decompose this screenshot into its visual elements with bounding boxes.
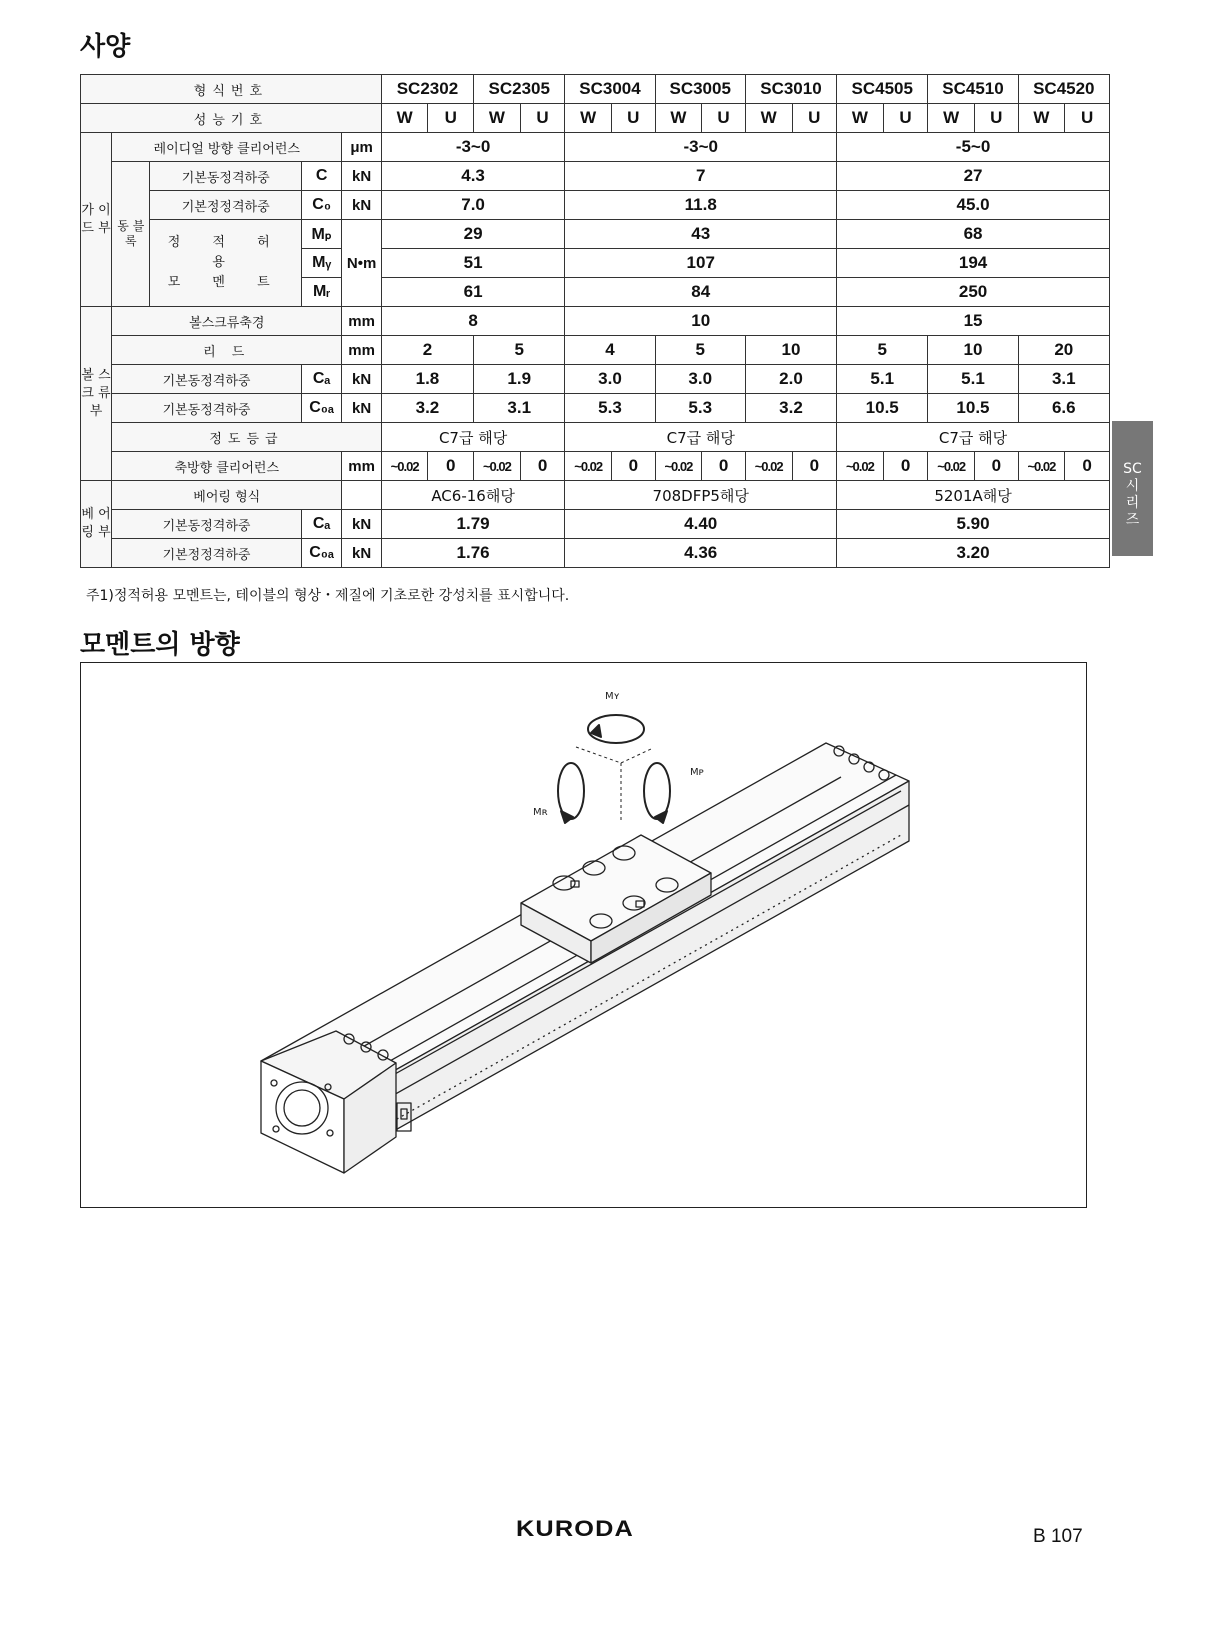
model-cell: SC2305 [474, 75, 565, 104]
sdyn-value: 5.1 [837, 365, 928, 394]
w-cell: W [381, 104, 428, 133]
bstat-label: 기본정정격하중 [112, 539, 302, 568]
mp-value: 68 [837, 220, 1110, 249]
model-label: 형식번호 [81, 75, 382, 104]
model-cell: SC4505 [837, 75, 928, 104]
spec-table [80, 74, 1110, 568]
bstat-sym: C₀ₐ [301, 539, 341, 568]
mr-value: 61 [381, 278, 565, 307]
model-cell: SC4520 [1018, 75, 1109, 104]
stat-label: 기본정정격하중 [150, 191, 301, 220]
model-cell: SC3010 [745, 75, 836, 104]
model-cell: SC3005 [655, 75, 745, 104]
kn-unit: kN [342, 539, 381, 568]
sstat-label: 기본동정격하중 [112, 394, 302, 423]
lead-value: 5 [655, 336, 745, 365]
w-cell: W [837, 104, 884, 133]
my-value: 51 [381, 249, 565, 278]
bdyn-value: 4.40 [565, 510, 837, 539]
row-bearing [81, 481, 1110, 510]
page-title: 사양 [80, 32, 131, 62]
moment-label [150, 220, 301, 307]
row-grade [81, 423, 1110, 452]
lead-label: 리 드 [112, 336, 342, 365]
lead-value: 5 [837, 336, 928, 365]
model-cell: SC3004 [565, 75, 655, 104]
sdyn-value: 2.0 [745, 365, 836, 394]
my-value: 107 [565, 249, 837, 278]
row-axial [81, 452, 1110, 481]
sstat-value: 3.1 [474, 394, 565, 423]
sstat-value: 10.5 [837, 394, 928, 423]
row-model [81, 75, 1110, 104]
moment-label-2: 모 멘 트 [167, 275, 284, 290]
dyn-label: 기본동정격하중 [150, 162, 301, 191]
axial-value: 0 [612, 452, 656, 481]
radial-value: -5~0 [837, 133, 1110, 162]
row-block-stat [81, 191, 1110, 220]
axial-value: ~0.02 [1018, 452, 1065, 481]
w-cell: W [565, 104, 612, 133]
shaft-value: 15 [837, 307, 1110, 336]
row-shaft [81, 307, 1110, 336]
sdyn-value: 1.9 [474, 365, 565, 394]
row-bearing-dyn [81, 510, 1110, 539]
kuroda-logo: KURODA [516, 1516, 634, 1541]
bstat-value: 1.76 [381, 539, 565, 568]
my-sym: Mᵧ [301, 249, 341, 278]
model-cell: SC4510 [928, 75, 1018, 104]
label-mp: Mᴘ [690, 767, 704, 778]
moment-unit: N•m [342, 220, 381, 307]
model-cell: SC2302 [381, 75, 473, 104]
side-tab-text: 시 [1125, 478, 1140, 494]
axial-value: 0 [520, 452, 565, 481]
bdyn-label: 기본동정격하중 [112, 510, 302, 539]
axial-value: ~0.02 [474, 452, 521, 481]
moment-arrows [558, 715, 670, 823]
radial-unit: μm [342, 133, 381, 162]
lead-value: 4 [565, 336, 655, 365]
label-mr: Mʀ [533, 807, 548, 818]
mp-value: 43 [565, 220, 837, 249]
stat-value: 7.0 [381, 191, 565, 220]
row-radial [81, 133, 1110, 162]
sstat-value: 5.3 [655, 394, 745, 423]
grade-value: C7급 해당 [565, 423, 837, 452]
bearing-value: AC6-16해당 [381, 481, 565, 510]
dyn-value: 4.3 [381, 162, 565, 191]
sstat-value: 5.3 [565, 394, 655, 423]
u-cell: U [702, 104, 746, 133]
sdyn-value: 3.0 [565, 365, 655, 394]
actuator-drawing [81, 663, 1085, 1206]
axial-value: ~0.02 [381, 452, 428, 481]
bstat-value: 4.36 [565, 539, 837, 568]
axial-value: ~0.02 [837, 452, 884, 481]
axial-value: ~0.02 [565, 452, 612, 481]
perf-label: 성능기호 [81, 104, 382, 133]
lead-value: 10 [928, 336, 1018, 365]
sstat-value: 10.5 [928, 394, 1018, 423]
stat-value: 45.0 [837, 191, 1110, 220]
bearing-value: 5201A해당 [837, 481, 1110, 510]
moment-label-1: 정 적 허 용 [167, 235, 284, 270]
grade-label: 정도등급 [112, 423, 382, 452]
radial-label: 레이디얼 방향 클리어런스 [112, 133, 342, 162]
my-value: 194 [837, 249, 1110, 278]
bearing-value: 708DFP5해당 [565, 481, 837, 510]
side-tab-text: 즈 [1125, 512, 1140, 528]
series-side-tab[interactable] [1112, 421, 1153, 556]
u-cell: U [975, 104, 1019, 133]
dyn-value: 27 [837, 162, 1110, 191]
row-screw-dyn [81, 365, 1110, 394]
axial-label: 축방향 클리어런스 [112, 452, 342, 481]
mm-unit: mm [342, 452, 381, 481]
u-cell: U [520, 104, 565, 133]
mm-unit: mm [342, 336, 381, 365]
sstat-value: 3.2 [381, 394, 473, 423]
group-guide: 가 이 드 부 [81, 133, 112, 307]
grade-value: C7급 해당 [837, 423, 1110, 452]
axial-value: ~0.02 [745, 452, 792, 481]
axial-value: ~0.02 [928, 452, 975, 481]
lead-value: 10 [745, 336, 836, 365]
kn-unit: kN [342, 365, 381, 394]
kn-unit: kN [342, 394, 381, 423]
axial-value: 0 [975, 452, 1019, 481]
sdyn-sym: Cₐ [301, 365, 341, 394]
side-tab-text: SC [1123, 461, 1142, 477]
page-number: B 107 [1033, 1526, 1083, 1547]
row-block-dyn [81, 162, 1110, 191]
bstat-value: 3.20 [837, 539, 1110, 568]
group-screw: 볼 스 크 류 부 [81, 307, 112, 481]
u-cell: U [883, 104, 928, 133]
sstat-sym: C₀ₐ [301, 394, 341, 423]
u-cell: U [428, 104, 474, 133]
dyn-sym: C [301, 162, 341, 191]
moment-figure [80, 662, 1087, 1208]
sdyn-value: 1.8 [381, 365, 473, 394]
mp-sym: Mₚ [301, 220, 341, 249]
w-cell: W [655, 104, 702, 133]
kn-unit: kN [342, 191, 381, 220]
axial-value: 0 [428, 452, 474, 481]
mm-unit: mm [342, 307, 381, 336]
row-bearing-stat [81, 539, 1110, 568]
row-screw-stat [81, 394, 1110, 423]
axial-value: 0 [1065, 452, 1110, 481]
group-bearing: 베 어 링 부 [81, 481, 112, 568]
shaft-value: 8 [381, 307, 565, 336]
u-cell: U [792, 104, 837, 133]
bdyn-value: 1.79 [381, 510, 565, 539]
w-cell: W [474, 104, 521, 133]
grade-value: C7급 해당 [381, 423, 565, 452]
row-perf [81, 104, 1110, 133]
mp-value: 29 [381, 220, 565, 249]
sstat-value: 6.6 [1018, 394, 1109, 423]
row-lead [81, 336, 1110, 365]
w-cell: W [1018, 104, 1065, 133]
u-cell: U [1065, 104, 1110, 133]
axial-value: 0 [883, 452, 928, 481]
stat-value: 11.8 [565, 191, 837, 220]
shaft-value: 10 [565, 307, 837, 336]
dyn-value: 7 [565, 162, 837, 191]
footnote: 주1)정적허용 모멘트는, 테이블의 형상・제질에 기초로한 강성치를 표시합니다. [86, 588, 570, 604]
kn-unit: kN [342, 162, 381, 191]
axial-value: 0 [792, 452, 837, 481]
kn-unit: kN [342, 510, 381, 539]
axial-value: ~0.02 [655, 452, 702, 481]
lead-value: 5 [474, 336, 565, 365]
side-tab-text: 리 [1125, 495, 1140, 511]
shaft-label: 볼스크류축경 [112, 307, 342, 336]
bearing-unit-empty [342, 481, 381, 510]
axial-value: 0 [702, 452, 746, 481]
sdyn-value: 3.0 [655, 365, 745, 394]
w-cell: W [745, 104, 792, 133]
bdyn-value: 5.90 [837, 510, 1110, 539]
mr-value: 84 [565, 278, 837, 307]
lead-value: 20 [1018, 336, 1109, 365]
radial-value: -3~0 [565, 133, 837, 162]
u-cell: U [612, 104, 656, 133]
mr-sym: Mᵣ [301, 278, 341, 307]
label-my: Mʏ [605, 691, 620, 702]
sdyn-value: 3.1 [1018, 365, 1109, 394]
section-title-moment: 모멘트의 방향 [80, 630, 240, 660]
mr-value: 250 [837, 278, 1110, 307]
row-mp [81, 220, 1110, 249]
w-cell: W [928, 104, 975, 133]
radial-value: -3~0 [381, 133, 565, 162]
sstat-value: 3.2 [745, 394, 836, 423]
sdyn-value: 5.1 [928, 365, 1018, 394]
lead-value: 2 [381, 336, 473, 365]
bearing-label: 베어링 형식 [112, 481, 342, 510]
subgroup-block: 동 블 록 [112, 162, 150, 307]
bdyn-sym: Cₐ [301, 510, 341, 539]
sdyn-label: 기본동정격하중 [112, 365, 302, 394]
stat-sym: C₀ [301, 191, 341, 220]
